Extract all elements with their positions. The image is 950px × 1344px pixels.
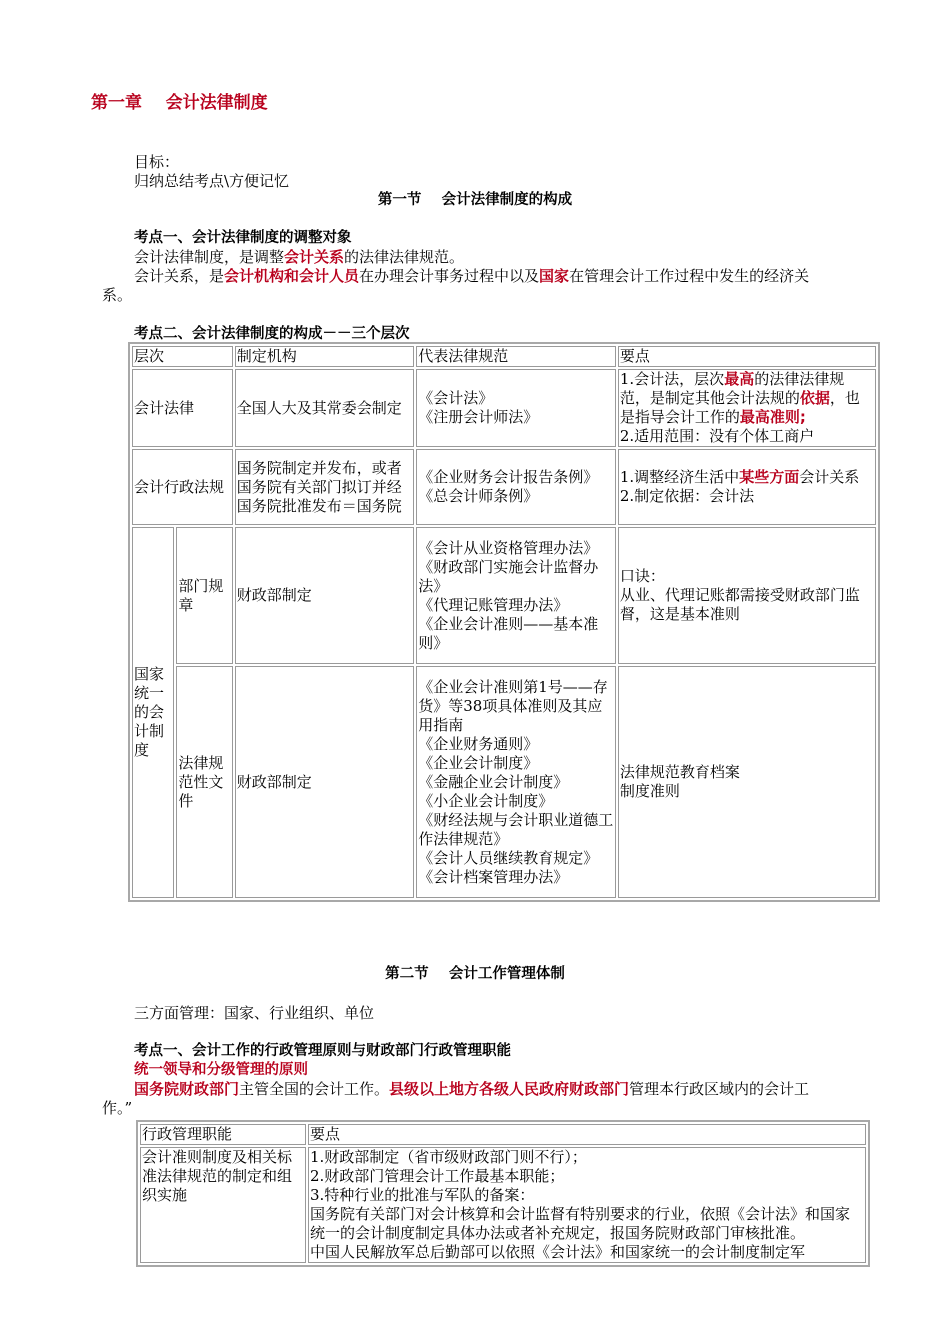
kp1-line3: 系。 [102,286,133,304]
kp1-title: 考点一、会计法律制度的调整对象 [134,230,352,246]
kp3-line2: 作。” [102,1099,133,1117]
three-aspects: 三方面管理：国家、行业组织、单位 [134,1004,375,1022]
header-level: 层次 [132,346,233,367]
header-laws: 代表法律规范 [416,346,616,367]
law-item: 《代理记账管理办法》 [418,595,569,614]
function-cell: 会计准则制度及相关标准法律规范的制定和组织实施 [140,1147,306,1263]
law-item: 《小企业会计制度》 [418,791,554,810]
law-item: 《会计法》 [418,389,494,407]
header-points: 要点 [618,346,876,367]
level-cell: 会计行政法规 [132,449,233,525]
laws-cell [416,666,616,898]
table-row [140,1147,866,1263]
kp1-line1: 会计法律制度，是调整会计关系的法律法律规范。 [134,248,465,266]
level-cell: 部门规章 [176,527,232,664]
kp2-title: 考点二、会计法律制度的构成－－三个层次 [134,326,410,342]
group-label-cell: 国家统一的会计制度 [132,527,174,898]
law-item: 《金融企业会计制度》 [418,772,569,791]
points-cell [618,666,876,898]
mnemonic-label: 口诀： [619,567,665,585]
table-row [132,666,876,898]
law-item: 《财政部门实施会计监督办法》 [418,557,599,595]
section1-title: 第一节 会计法律制度的构成 [377,192,573,208]
header-function: 行政管理职能 [140,1124,306,1145]
section2-title: 第二节 会计工作管理体制 [385,966,565,982]
points-cell: 1.调整经济生活中某些方面会计关系 2.制定依据：会计法 [618,449,876,525]
law-item: 《企业会计准则第1号——存货》等38项具体准则及其应用指南 [418,677,608,734]
law-item: 《企业会计制度》 [418,753,539,772]
table-row [132,449,876,525]
law-item: 《会计人员继续教育规定》 [418,848,599,867]
header-org: 制定机构 [235,346,414,367]
law-item: 《会计从业资格管理办法》 [418,538,599,557]
mnemonic-text: 从业、代理记账都需接受财政部门监督，这是基本准则 [619,586,860,623]
kp3-line: 国务院财政部门主管全国的会计工作。县级以上地方各级人民政府财政部门管理本行政区域内的会计工 [134,1080,810,1098]
points-cell [618,527,876,664]
kp3-title: 考点一、会计工作的行政管理原则与财政部门行政管理职能 [134,1043,511,1059]
chapter-title: 第一章 会计法律制度 [91,93,268,113]
point-line: 国务院有关部门对会计核算和会计监督有特别要求的行业，依照《会计法》和国家统一的会计制度制定具体办法或者补充规定，报国务院财政部门审核批准。 [310,1205,851,1242]
law-item: 《企业财务会计报告条例》 [418,468,599,486]
kp3-principle: 统一领导和分级管理的原则 [134,1062,308,1078]
org-cell: 全国人大及其常委会制定 [235,369,414,447]
point-line: 3.特种行业的批准与军队的备案： [310,1186,535,1204]
goal-label: 目标： [134,153,180,171]
point-line: 1.财政部制定（省市级财政部门则不行）； [310,1148,587,1166]
law-item: 《企业财务通则》 [418,734,539,753]
points-line: 法律规范教育档案 [619,763,740,781]
header-points: 要点 [308,1124,866,1145]
laws-cell [416,369,616,447]
point-line: 中国人民解放军总后勤部可以依照《会计法》和国家统一的会计制度制定军 [310,1243,806,1261]
points-cell [308,1147,866,1263]
law-item: 《注册会计师法》 [418,408,539,426]
org-cell: 财政部制定 [235,527,414,664]
level-cell: 法律规范性文件 [176,666,232,898]
law-item: 《会计档案管理办法》 [418,867,569,886]
structure-table [128,342,880,902]
points-line: 制度准则 [619,782,680,800]
org-cell: 国务院制定并发布，或者国务院有关部门拟订并经国务院批准发布＝国务院 [235,449,414,525]
org-cell: 财政部制定 [235,666,414,898]
points-cell: 1.会计法，层次最高的法律法律规范，是制定其他会计法规的依据，也是指导会计工作的最高准则; 2.适用范围：没有个体工商户 [618,369,876,447]
law-item: 《总会计师条例》 [418,487,539,505]
law-item: 《财经法规与会计职业道德工作法律规范》 [418,810,614,848]
admin-function-table [136,1120,870,1267]
law-item: 《企业会计准则——基本准则》 [418,614,599,652]
goal-text: 归纳总结考点\方便记忆 [134,172,290,190]
laws-cell [416,527,616,664]
table-row [132,527,876,664]
level-cell: 会计法律 [132,369,233,447]
table-row [132,369,876,447]
kp1-line2: 会计关系，是会计机构和会计人员在办理会计事务过程中以及国家在管理会计工作过程中发生的经济关 [134,267,810,285]
point-line: 2.财政部门管理会计工作最基本职能； [310,1167,565,1185]
laws-cell [416,449,616,525]
